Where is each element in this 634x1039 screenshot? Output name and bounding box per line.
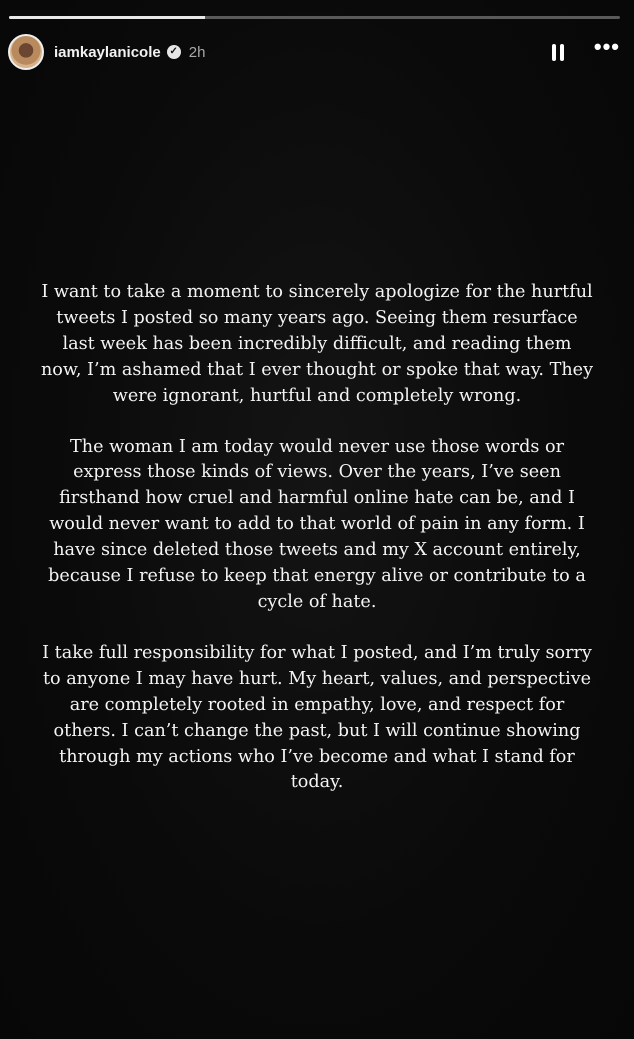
verified-badge-icon: ✓ xyxy=(167,45,181,59)
story-paragraph: I want to take a moment to sincerely apologize for the hurtful tweets I posted so many years ago. Seeing them resurface last week has been incredibly difficult, and reading them now, I’m ashamed that I ever thought or spoke that way. They were ignorant, hurtful and completely wrong. xyxy=(40,282,594,406)
avatar[interactable] xyxy=(8,34,44,70)
story-paragraph: The woman I am today would never use those words or express those kinds of views. Over the years, I’ve seen firsthand how cruel and harmful online hate can be, and I would never want to add to that world of pain in any form. I have since deleted those tweets and my X account entirely, because I refuse to keep that energy alive or contribute to a cycle of hate. xyxy=(48,436,586,612)
story-progress-fill xyxy=(9,16,205,19)
pause-icon[interactable] xyxy=(552,44,564,61)
story-text xyxy=(40,280,594,821)
story-progress-bar xyxy=(9,16,620,19)
timestamp: 2h xyxy=(188,43,206,61)
story-paragraph: I take full responsibility for what I posted, and I’m truly sorry to anyone I may have hurt. My heart, values, and perspective are completely rooted in empathy, love, and respect for others. I can’t change the past, but I will continue showing through my actions who I’ve become and what I stand for today. xyxy=(42,642,592,793)
username[interactable]: iamkaylanicole xyxy=(54,43,161,61)
more-options-icon[interactable]: ••• xyxy=(593,34,620,59)
story-header xyxy=(8,32,620,72)
